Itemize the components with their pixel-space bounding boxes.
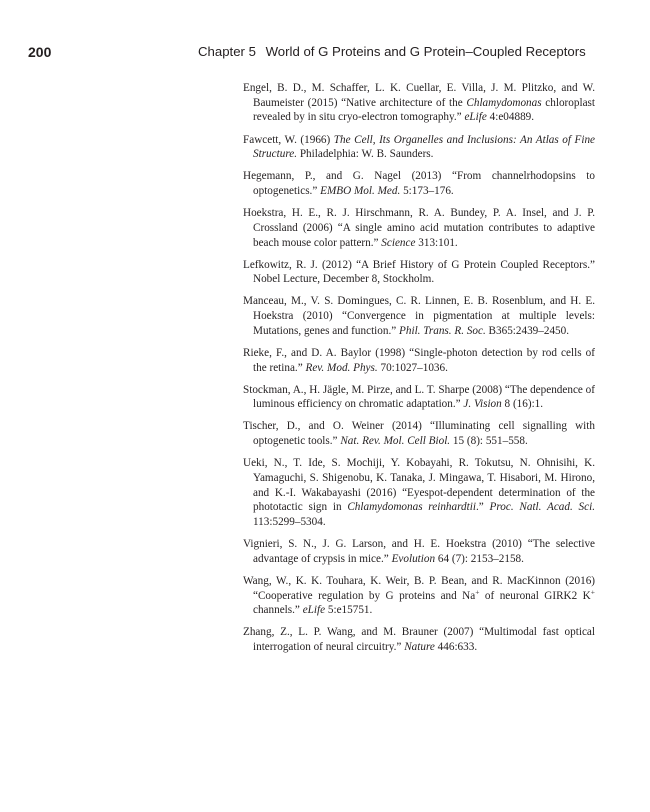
ref-title: “Illuminating cell signalling with optogenetic tools.” [253, 420, 595, 448]
reference-item [243, 258, 595, 287]
ref-journal: Science [381, 236, 416, 249]
ref-journal: Phil. Trans. R. Soc. [399, 324, 486, 337]
reference-item [243, 346, 595, 375]
page-number: 200 [28, 44, 52, 60]
ref-year: (2015) [307, 96, 338, 109]
ref-year: (2007) [443, 626, 474, 639]
superscript-plus: + [590, 586, 595, 596]
reference-item [243, 574, 595, 618]
ref-year: (2016) [565, 574, 596, 587]
ref-title-cont: of neuronal GIRK2 K [479, 589, 591, 602]
ref-year: (2010) [492, 538, 522, 551]
ref-year: (1998) [375, 346, 406, 359]
ref-journal: Rev. Mod. Phys. [305, 361, 378, 374]
ref-title-end: channels.” [253, 604, 300, 617]
ref-title-end: .” [475, 501, 484, 514]
ref-year: (2016) [366, 486, 397, 499]
chapter-title: World of G Proteins and G Protein–Coupled Receptors [265, 44, 586, 59]
ref-journal: eLife [464, 111, 487, 124]
ref-details: 8 (16):1. [504, 398, 544, 411]
ref-journal: Proc. Natl. Acad. Sci. [489, 501, 596, 514]
ref-authors: Fawcett, W. [243, 133, 297, 146]
ref-year: (2014) [391, 420, 422, 433]
ref-authors: Tischer, D., and O. Weiner [243, 420, 384, 433]
ref-details: Nobel Lecture, December 8, Stockholm. [253, 273, 435, 286]
reference-item [243, 169, 595, 198]
ref-details: 64 (7): 2153–2158. [437, 552, 524, 565]
ref-details: 5:173–176. [403, 185, 454, 197]
page-header [0, 44, 650, 64]
ref-authors: Rieke, F., and D. A. Baylor [243, 346, 372, 359]
ref-title: “From channelrhodopsins to optogenetics.” [253, 170, 596, 197]
reference-list [243, 81, 595, 662]
ref-journal: EMBO Mol. Med. [320, 185, 401, 197]
reference-item [243, 625, 595, 654]
ref-year: (2010) [302, 310, 333, 323]
ref-journal: eLife [302, 604, 326, 617]
ref-title: “The selective advantage of crypsis in mice.” [253, 538, 596, 565]
ref-details: 70:1027–1036. [380, 361, 448, 374]
superscript-plus: + [475, 586, 480, 596]
ref-journal: Nat. Rev. Mol. Cell Biol. [340, 435, 451, 448]
ref-title: “Cooperative regulation by G proteins and Na [253, 589, 476, 602]
ref-book-title: The Cell, Its Organelles and Inclusions: An Atlas of Fine Structure. [253, 133, 596, 161]
ref-details: 113:5299–5304. [253, 516, 326, 529]
ref-title: “Multimodal fast optical interrogation of neural circuitry.” [253, 626, 595, 654]
ref-authors: Vignieri, S. N., J. G. Larson, and H. E. Hoekstra [243, 538, 487, 551]
ref-details: Philadelphia: W. B. Saunders. [299, 148, 434, 161]
ref-authors: Engel, B. D., M. Schaffer, L. K. Cuellar, E. Villa, J. M. Plitzko, and W. Baumeister [243, 82, 595, 109]
ref-details: 313:101. [418, 236, 458, 249]
ref-title: “Single-photon detection by rod cells of the retina.” [253, 346, 595, 374]
ref-journal: J. Vision [463, 398, 502, 411]
ref-year: (2006) [302, 221, 333, 234]
ref-title: “The dependence of luminous efficiency on chromatic adaptation.” [253, 383, 596, 411]
ref-authors: Zhang, Z., L. P. Wang, and M. Brauner [243, 626, 438, 639]
ref-title: “Convergence in pigmentation at multiple levels: Mutations, genes and function.” [253, 310, 596, 337]
ref-authors: Hoekstra, H. E., R. J. Hirschmann, R. A. Bundey, P. A. Insel, and J. P. Crossland [243, 207, 595, 234]
ref-title: “Eyespot-dependent determination of the phototactic sign in [253, 486, 596, 514]
ref-details: 446:633. [437, 641, 478, 654]
ref-year: (2013) [411, 170, 442, 183]
ref-authors: Lefkowitz, R. J. [243, 258, 318, 271]
ref-journal: Evolution [391, 552, 436, 565]
ref-title: “A Brief History of G Protein Coupled Receptors.” [356, 258, 595, 271]
chapter-label: Chapter 5 [198, 44, 256, 59]
ref-journal: Nature [404, 641, 435, 654]
ref-authors: Hegemann, P., and G. Nagel [243, 170, 401, 183]
ref-details: B365:2439–2450. [488, 324, 570, 337]
reference-item [243, 206, 595, 250]
reference-item [243, 81, 595, 125]
ref-title-end: chloroplast revealed by in situ cryo-electron tomography.” [253, 96, 595, 124]
ref-year: (2008) [472, 383, 503, 396]
ref-authors: Ueki, N., T. Ide, S. Mochiji, Y. Kobayahi, R. Tokutsu, N. Ohnisihi, K. Yamaguchi, S. Shigenobu, K. Tanaka, J. Mingawa, T. Hisabori, M. Hirono, and K.-I. Wakabayashi [243, 457, 595, 499]
ref-details: 4:e04889. [489, 111, 535, 124]
ref-title-italic: Chlamydomonas [466, 96, 542, 109]
reference-item [243, 456, 595, 530]
reference-item [243, 294, 595, 338]
ref-title-italic: Chlamydomonas reinhardtii [347, 501, 476, 514]
ref-authors: Stockman, A., H. Jägle, M. Pirze, and L. T. Sharpe [243, 383, 470, 396]
reference-item [243, 383, 595, 412]
ref-title: “Native architecture of the [341, 96, 467, 109]
ref-year: (2012) [321, 258, 352, 271]
ref-authors: Wang, W., K. K. Touhara, K. Weir, B. P. Bean, and R. MacKinnon [243, 574, 561, 587]
ref-title: “A single amino acid mutation contributes to adaptive beach mouse color pattern.” [253, 221, 596, 249]
reference-item [243, 419, 595, 448]
reference-item [243, 133, 595, 162]
running-head [198, 44, 586, 59]
ref-details: 5:e15751. [327, 604, 373, 617]
ref-year: (1966) [300, 133, 331, 146]
ref-authors: Manceau, M., V. S. Domingues, C. R. Linnen, E. B. Rosenblum, and H. E. Hoekstra [243, 295, 595, 323]
ref-details: 15 (8): 551–558. [452, 435, 528, 448]
reference-item [243, 537, 595, 566]
